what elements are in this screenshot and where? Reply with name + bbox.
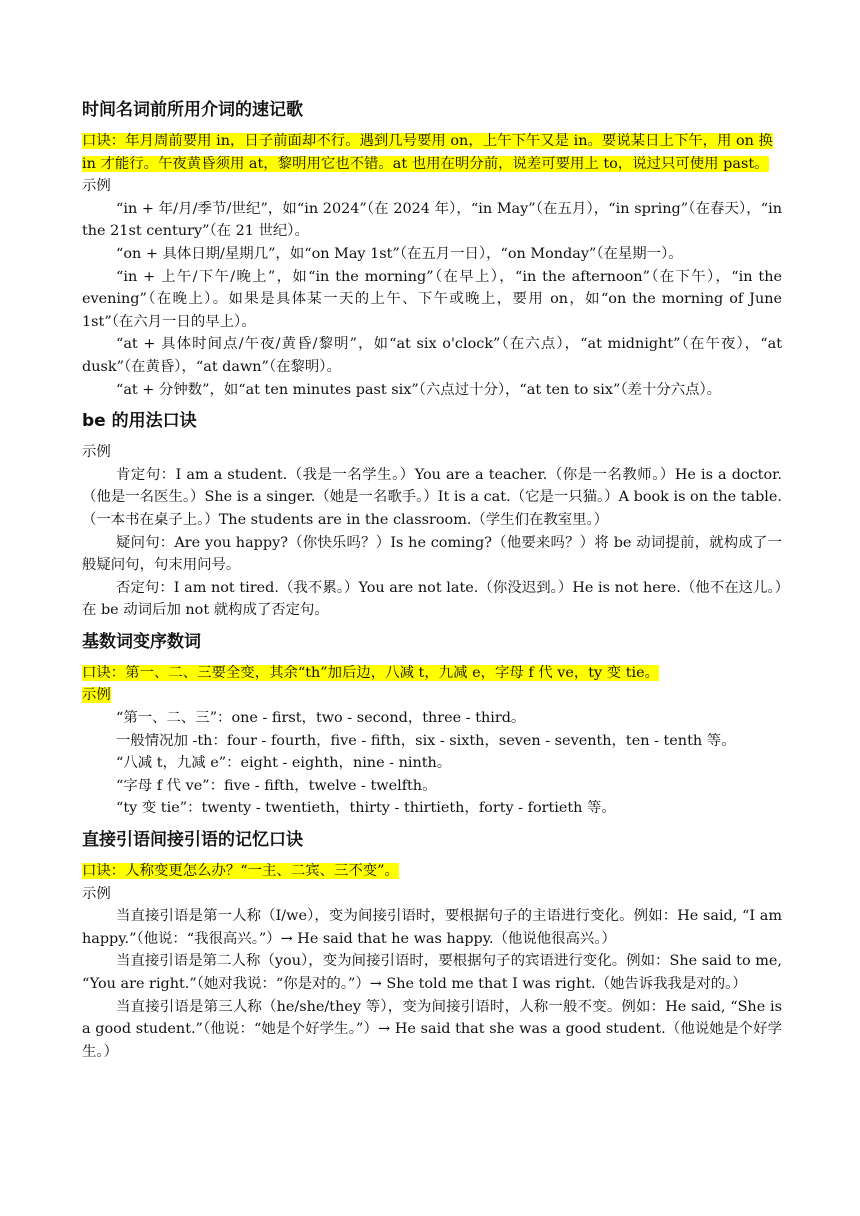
mnemonic-block [82,130,782,175]
mnemonic-highlight: 口诀：年月周前要用 in，日子前面却不行。遇到几号要用 on，上午下午又是 in。要说某日上下午，用 on 换 in 才能行。午夜黄昏须用 at，黎明用它也不错。at 也用在明分前，说差可要用上 to，说过只可使用 past。 [82,133,773,172]
mnemonic-block [82,662,782,707]
example-label: 示例 [82,178,111,195]
list-item: “字母 f 代 ve”：five - fifth，twelve - twelfth。 [116,777,437,794]
example-paragraph: 当直接引语是第三人称（he/she/they 等），变为间接引语时，人称一般不变。例如：He said, “She is a good student.”（他说：“她是个好学生。”）→ He said that she was a good student.（他说她是个好学生。） [82,998,782,1060]
example-label: 示例 [82,687,111,704]
example-label: 示例 [82,885,111,902]
example-paragraph: “at + 分钟数”，如“at ten minutes past six”（六点过十分），“at ten to six”（差十分六点）。 [116,381,722,398]
section-be-usage [82,409,782,622]
section-reported-speech [82,828,782,1063]
example-paragraph: “in + 年/月/季节/世纪”，如“in 2024”（在 2024 年），“in May”（在五月），“in spring”（在春天），“in the 21st century”（在 21 世纪）。 [82,200,782,240]
mnemonic-highlight: 口诀：第一、二、三要全变，其余“th”加后边，八减 t，九减 e，字母 f 代 ve，ty 变 tie。 [82,664,659,681]
document-page [82,92,782,1063]
list-item: “ty 变 tie”：twenty - twentieth，thirty - thirtieth，forty - fortieth 等。 [116,800,616,817]
example-paragraph: 肯定句：I am a student.（我是一名学生。）You are a teacher.（你是一名教师。）He is a doctor.（他是一名医生。）She is a singer.（她是一名歌手。）It is a cat.（它是一只猫。）A book is on the table.（一本书在桌子上。）The students are in the classroom.（学生们在教室里。） [82,466,782,528]
list-item: “第一、二、三”：one - first，two - second，three - third。 [116,710,526,727]
example-paragraph: “on + 具体日期/星期几”，如“on May 1st”（在五月一日），“on Monday”（在星期一）。 [116,245,683,262]
example-paragraph: 疑问句：Are you happy?（你快乐吗？）Is he coming?（他要来吗？）将 be 动词提前，就构成了一般疑问句，句末用问号。 [82,534,782,574]
list-item: 一般情况加 -th：four - fourth，five - fifth，six - sixth，seven - seventh，ten - tenth 等。 [116,732,736,749]
section-title: 时间名词前所用介词的速记歌 [82,100,303,120]
mnemonic-highlight: 口诀：人称变更怎么办？“一主、二宾、三不变”。 [82,863,399,880]
example-paragraph: 否定句：I am not tired.（我不累。）You are not late.（你没迟到。）He is not here.（他不在这儿。）在 be 动词后加 not 就构成了否定句。 [82,579,782,619]
section-prepositions [82,98,782,401]
example-paragraph: 当直接引语是第一人称（I/we），变为间接引语时，要根据句子的主语进行变化。例如：He said, “I am happy.”（他说：“我很高兴。”）→ He said that he was happy.（他说他很高兴。） [82,908,782,947]
example-paragraph: 当直接引语是第二人称（you），变为间接引语时，要根据句子的宾语进行变化。例如：She said to me, “You are right.”（她对我说：“你是对的。”）→ She told me that I was right.（她告诉我我是对的。） [82,953,782,992]
example-paragraph: “at + 具体时间点/午夜/黄昏/黎明”，如“at six o'clock”（在六点），“at midnight”（在午夜），“at dusk”（在黄昏），“at dawn”（在黎明）。 [82,336,782,375]
example-label: 示例 [82,444,111,461]
section-ordinal-numbers [82,630,782,820]
section-title: 直接引语间接引语的记忆口诀 [82,830,303,851]
mnemonic-block [82,860,782,883]
example-paragraph: “in + 上午/下午/晚上”，如“in the morning”（在早上），“in the afternoon”（在下午），“in the evening”（在晚上）。如果是具体某一天的上午、下午或晚上，要用 on，如“on the morning of June 1st”（在六月一日的早上）。 [82,268,782,330]
section-title: be 的用法口诀 [82,411,197,432]
section-title: 基数词变序数词 [82,631,201,652]
list-item: “八减 t，九减 e”：eight - eighth，nine - ninth。 [116,755,452,772]
